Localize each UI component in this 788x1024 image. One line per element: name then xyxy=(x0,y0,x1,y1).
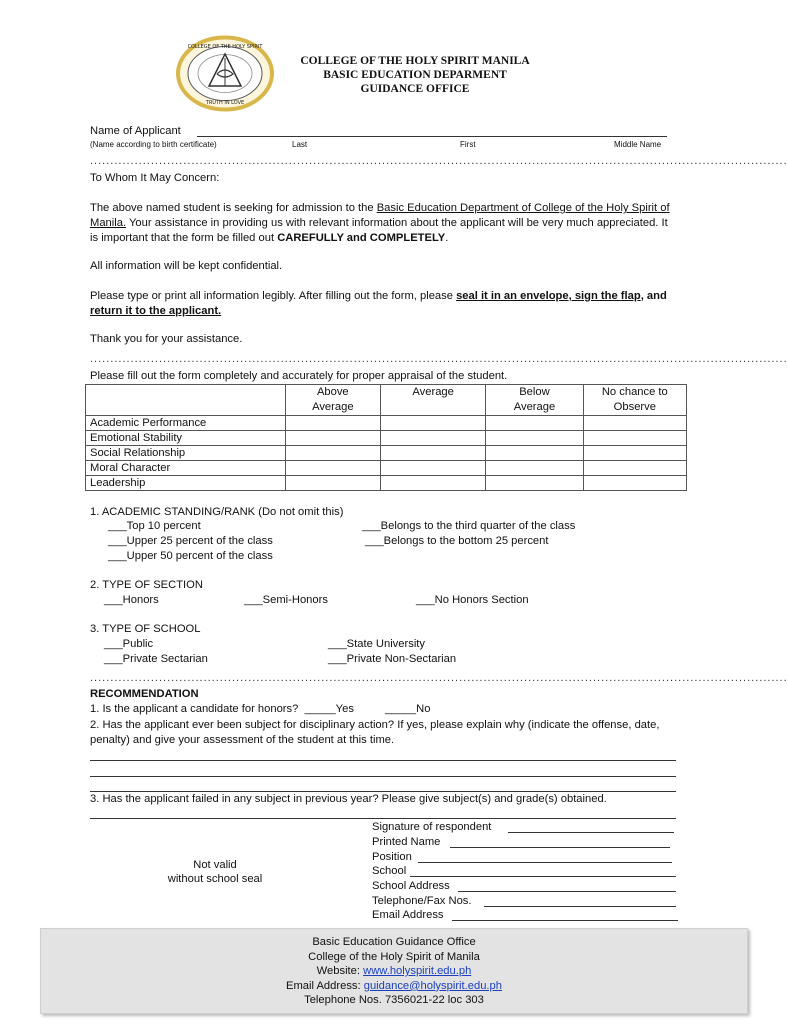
row-label: Academic Performance xyxy=(86,416,286,431)
rating-header-row xyxy=(86,385,687,416)
telephone-label: Telephone/Fax Nos. xyxy=(372,895,472,907)
applicant-last-label: Last xyxy=(292,140,308,149)
rating-cell[interactable] xyxy=(583,461,686,476)
table-row xyxy=(86,461,687,476)
footer-contact-box xyxy=(40,928,748,1014)
table-row xyxy=(86,476,687,491)
col-above-average: Above Average xyxy=(285,385,380,416)
row-label: Moral Character xyxy=(86,461,286,476)
option-bottom-25[interactable]: ___Belongs to the bottom 25 percent xyxy=(365,535,549,547)
header-office: GUIDANCE OFFICE xyxy=(360,83,470,95)
email-address-field[interactable] xyxy=(452,920,678,921)
rating-cell[interactable] xyxy=(285,446,380,461)
applicant-name-label: Name of Applicant xyxy=(90,125,181,137)
col-average: Average xyxy=(380,385,485,416)
answer-line[interactable] xyxy=(90,776,676,777)
question-disciplinary: 2. Has the applicant ever been subject for disciplinary action? If yes, please explain why (indicate the offense, date, penalty) and give your assessment of the student at this time. xyxy=(90,719,660,746)
rating-cell[interactable] xyxy=(285,476,380,491)
table-row xyxy=(86,431,687,446)
seal-note-line-2: without school seal xyxy=(167,873,263,885)
rating-cell[interactable] xyxy=(380,461,485,476)
position-label: Position xyxy=(372,851,412,863)
table-row xyxy=(86,446,687,461)
dotted-divider: ............................................................................................................................................................................ xyxy=(90,155,788,167)
answer-line[interactable] xyxy=(90,791,676,792)
p1-text-b: Your assistance in providing us with relevant information about the applicant will be very much appreciated. It is important that the form be filled out xyxy=(90,217,668,244)
applicant-first-label: First xyxy=(460,140,476,149)
p1-text-a: The above named student is seeking for admission to the xyxy=(90,202,377,214)
footer-office: Basic Education Guidance Office xyxy=(312,936,476,948)
footer-college: College of the Holy Spirit of Manila xyxy=(308,950,480,963)
rating-cell[interactable] xyxy=(380,431,485,446)
section-academic-standing-title: 1. ACADEMIC STANDING/RANK (Do not omit this) xyxy=(90,506,344,518)
section-type-of-section-title: 2. TYPE OF SECTION xyxy=(90,579,203,591)
svg-text:COLLEGE OF THE HOLY SPIRIT: COLLEGE OF THE HOLY SPIRIT xyxy=(187,44,263,50)
section-type-of-school-title: 3. TYPE OF SCHOOL xyxy=(90,623,201,635)
answer-line[interactable] xyxy=(90,818,676,819)
footer-phone: Telephone Nos. 7356021-22 loc 303 xyxy=(304,994,484,1007)
option-no-honors[interactable]: ___No Honors Section xyxy=(416,594,529,606)
letter-paragraph-1 xyxy=(90,201,674,246)
option-upper-50[interactable]: ___Upper 50 percent of the class xyxy=(108,550,273,562)
rating-cell[interactable] xyxy=(486,446,583,461)
header-college-name: COLLEGE OF THE HOLY SPIRIT MANILA xyxy=(300,55,530,67)
dotted-divider: ............................................................................................................................................................................ xyxy=(90,353,788,365)
signature-respondent-field[interactable] xyxy=(508,832,674,833)
p1-department-link: Basic Education Department of College of the Holy Spirit of Manila. xyxy=(90,202,670,229)
row-label: Social Relationship xyxy=(86,446,286,461)
applicant-middle-label: Middle Name xyxy=(614,140,662,149)
telephone-field[interactable] xyxy=(484,906,676,907)
p3-text-a: Please type or print all information legibly. After filling out the form, please xyxy=(90,290,457,302)
rating-cell[interactable] xyxy=(583,431,686,446)
p1-bold: CAREFULLY and COMPLETELY xyxy=(277,232,446,244)
question-honors: 1. Is the applicant a candidate for honors? _____Yes _____No xyxy=(90,703,431,715)
position-field[interactable] xyxy=(418,862,672,863)
question-failed-subject: 3. Has the applicant failed in any subject in previous year? Please give subject(s) and grade(s) obtained. xyxy=(90,793,607,805)
recommendation-title: RECOMMENDATION xyxy=(90,688,199,700)
p3-return-instruction: return it to the applicant. xyxy=(90,305,222,317)
col-no-chance: No chance to Observe xyxy=(583,385,686,416)
option-semi-honors[interactable]: ___Semi-Honors xyxy=(244,594,328,606)
rating-cell[interactable] xyxy=(583,476,686,491)
applicant-name-field[interactable] xyxy=(197,136,667,137)
row-label: Emotional Stability xyxy=(86,431,286,446)
row-label: Leadership xyxy=(86,476,286,491)
option-upper-25[interactable]: ___Upper 25 percent of the class xyxy=(108,535,273,547)
rating-cell[interactable] xyxy=(486,461,583,476)
option-public[interactable]: ___Public xyxy=(104,638,154,650)
option-top-10[interactable]: ___Top 10 percent xyxy=(108,520,201,532)
printed-name-field[interactable] xyxy=(450,847,670,848)
email-address-label: Email Address xyxy=(372,909,444,921)
option-state-university[interactable]: ___State University xyxy=(328,638,426,650)
rating-cell[interactable] xyxy=(380,446,485,461)
rating-cell[interactable] xyxy=(583,416,686,431)
letter-paragraph-3 xyxy=(90,289,674,319)
footer-website: Website: www.holyspirit.edu.ph xyxy=(316,965,472,978)
p1-end: . xyxy=(445,232,449,244)
signature-respondent-label: Signature of respondent xyxy=(372,821,492,833)
seal-note-line-1: Not valid xyxy=(193,859,237,871)
rating-cell[interactable] xyxy=(486,416,583,431)
footer-email: Email Address: guidance@holyspirit.edu.ph xyxy=(286,979,502,992)
applicant-name-note: (Name according to birth certificate) xyxy=(90,140,217,149)
table-row xyxy=(86,416,687,431)
school-address-field[interactable] xyxy=(458,891,676,892)
rating-cell[interactable] xyxy=(285,431,380,446)
p3-seal-instruction: seal it in an envelope, sign the flap xyxy=(456,290,641,302)
rating-instruction: Please fill out the form completely and accurately for proper appraisal of the student. xyxy=(90,370,508,382)
rating-cell[interactable] xyxy=(380,476,485,491)
rating-header-blank xyxy=(86,385,286,416)
rating-cell[interactable] xyxy=(285,461,380,476)
school-label: School xyxy=(372,865,407,877)
rating-cell[interactable] xyxy=(380,416,485,431)
printed-name-label: Printed Name xyxy=(372,836,441,848)
col-below-average: Below Average xyxy=(486,385,583,416)
option-private-non-sectarian[interactable]: ___Private Non-Sectarian xyxy=(328,653,457,665)
letter-paragraph-2: All information will be kept confidential. xyxy=(90,260,283,272)
header-department: BASIC EDUCATION DEPARMENT xyxy=(323,69,507,81)
email-link[interactable]: guidance@holyspirit.edu.ph xyxy=(363,979,502,992)
school-address-label: School Address xyxy=(372,880,450,892)
rating-cell[interactable] xyxy=(285,416,380,431)
rating-cell[interactable] xyxy=(486,431,583,446)
school-field[interactable] xyxy=(410,876,676,877)
answer-line[interactable] xyxy=(90,760,676,761)
rating-cell[interactable] xyxy=(583,446,686,461)
rating-cell[interactable] xyxy=(486,476,583,491)
letter-paragraph-4: Thank you for your assistance. xyxy=(90,333,243,345)
website-link[interactable]: www.holyspirit.edu.ph xyxy=(363,965,472,978)
greeting: To Whom It May Concern: xyxy=(90,172,220,184)
option-honors[interactable]: ___Honors xyxy=(104,594,159,606)
option-third-quarter[interactable]: ___Belongs to the third quarter of the class xyxy=(362,520,576,532)
rating-table xyxy=(85,384,687,491)
option-private-sectarian[interactable]: ___Private Sectarian xyxy=(104,653,208,665)
p3-and: , and xyxy=(640,290,667,302)
dotted-divider: ............................................................................................................................................................................ xyxy=(90,672,788,684)
svg-text:TRUTH IN LOVE: TRUTH IN LOVE xyxy=(205,100,245,106)
